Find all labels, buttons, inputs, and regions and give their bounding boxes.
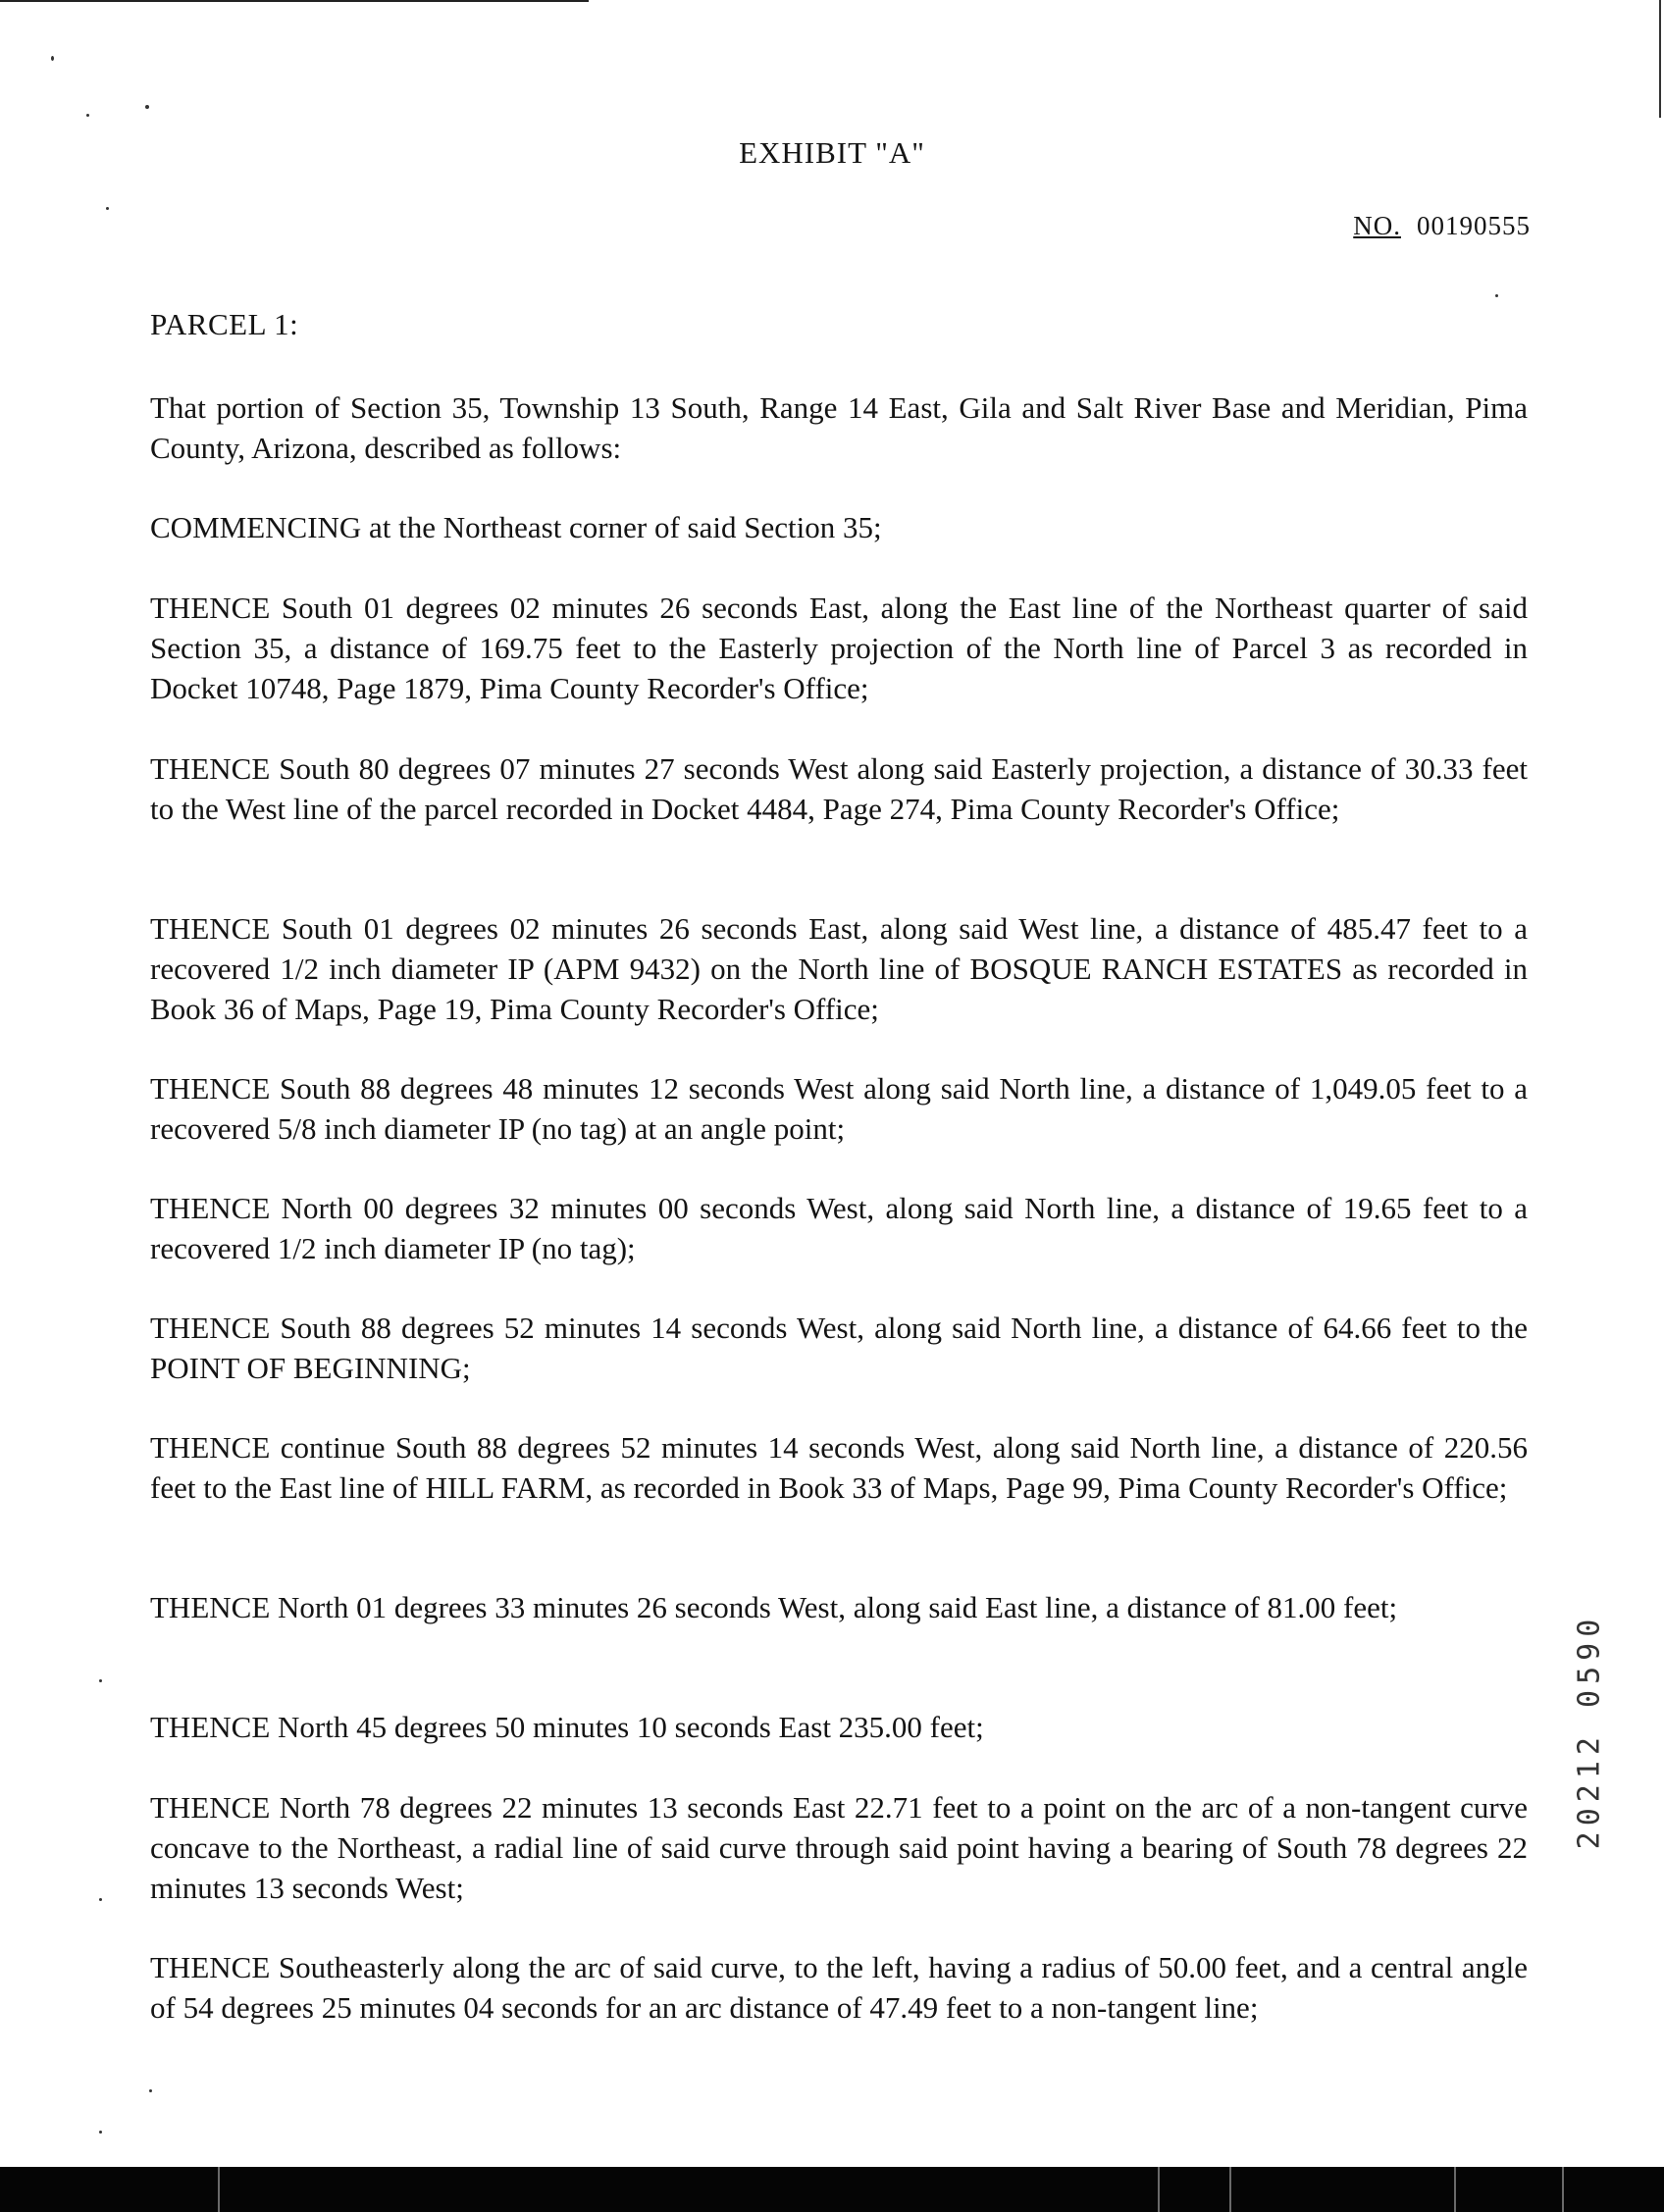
paragraph-course-9: THENCE North 45 degrees 50 minutes 10 seconds East 235.00 feet;: [150, 1710, 984, 1744]
paragraph-course-2: THENCE South 80 degrees 07 minutes 27 seconds West along said Easterly projection, a distance of 30.33 feet to the West line of the parcel recorded in Docket 4484, Page 274, Pima County Recorder's Office;: [150, 751, 1528, 826]
scan-speck: [149, 2089, 152, 2092]
document-number-value: 00190555: [1417, 211, 1531, 240]
paragraph-course-5: THENCE North 00 degrees 32 minutes 00 seconds West, along said North line, a distance of 19.65 feet to a recovered 1/2 inch diameter IP (no tag);: [150, 1191, 1528, 1265]
scan-speck: [99, 1898, 102, 1901]
paragraph-course-8: THENCE North 01 degrees 33 minutes 26 seconds West, along said East line, a distance of 81.00 feet;: [150, 1590, 1398, 1624]
scan-bar-tick: [1454, 2167, 1456, 2212]
paragraph-course-3: THENCE South 01 degrees 02 minutes 26 seconds East, along said West line, a distance of 485.47 feet to a recovered 1/2 inch diameter IP (APM 9432) on the North line of BOSQUE RANCH ESTATES as recorded in Book 36 of Maps, Page 19, Pima County Recorder's Office;: [150, 911, 1528, 1026]
scan-bar-tick: [218, 2167, 220, 2212]
document-number: [1353, 211, 1531, 241]
scan-bar-tick: [1562, 2167, 1564, 2212]
paragraph-intro: That portion of Section 35, Township 13 South, Range 14 East, Gila and Salt River Base and Meridian, Pima County, Arizona, described as follows:: [150, 390, 1528, 465]
scan-bar-tick: [1229, 2167, 1231, 2212]
scan-speck: [99, 1679, 102, 1682]
exhibit-title: EXHIBIT "A": [739, 135, 925, 170]
margin-stamp-text: 20212 0590: [1572, 1613, 1607, 1850]
scan-top-rule: [0, 0, 589, 2]
margin-stamp: [1568, 1569, 1611, 1893]
paragraph-course-1: THENCE South 01 degrees 02 minutes 26 seconds East, along the East line of the Northeast quarter of said Section 35, a distance of 169.75 feet to the Easterly projection of the North line of Parcel 3 as recorded in Docket 10748, Page 1879, Pima County Recorder's Office;: [150, 591, 1528, 705]
paragraph-point-of-beginning: THENCE South 88 degrees 52 minutes 14 seconds West, along said North line, a distance of 64.66 feet to the POINT OF BEGINNING;: [150, 1311, 1528, 1385]
scan-bar-tick: [1158, 2167, 1160, 2212]
scan-speck: [145, 105, 149, 109]
paragraph-course-10: THENCE North 78 degrees 22 minutes 13 seconds East 22.71 feet to a point on the arc of a non-tangent curve concave to the Northeast, a radial line of said curve through said point having a bearing of South 78 degrees 22 minutes 13 seconds West;: [150, 1790, 1528, 1905]
paragraph-course-7: THENCE continue South 88 degrees 52 minutes 14 seconds West, along said North line, a distance of 220.56 feet to the East line of HILL FARM, as recorded in Book 33 of Maps, Page 99, Pima County Recorder's Office;: [150, 1430, 1528, 1505]
scan-speck: [86, 114, 89, 117]
paragraph-course-11: THENCE Southeasterly along the arc of said curve, to the left, having a radius of 50.00 feet, and a central angle of 54 degrees 25 minutes 04 seconds for an arc distance of 47.49 feet to a non-tangent line;: [150, 1950, 1528, 2025]
paragraph-commencing: COMMENCING at the Northeast corner of said Section 35;: [150, 510, 882, 544]
scan-speck: [106, 207, 109, 210]
scan-bottom-edge: [0, 2167, 1664, 2212]
document-number-label: NO.: [1353, 211, 1401, 240]
scan-speck: [51, 56, 54, 61]
scan-right-rule: [1659, 0, 1661, 118]
paragraph-course-4: THENCE South 88 degrees 48 minutes 12 seconds West along said North line, a distance of 1,049.05 feet to a recovered 5/8 inch diameter IP (no tag) at an angle point;: [150, 1071, 1528, 1146]
parcel-heading: PARCEL 1:: [150, 307, 299, 341]
scan-speck: [1495, 294, 1498, 297]
scan-speck: [99, 2131, 102, 2134]
